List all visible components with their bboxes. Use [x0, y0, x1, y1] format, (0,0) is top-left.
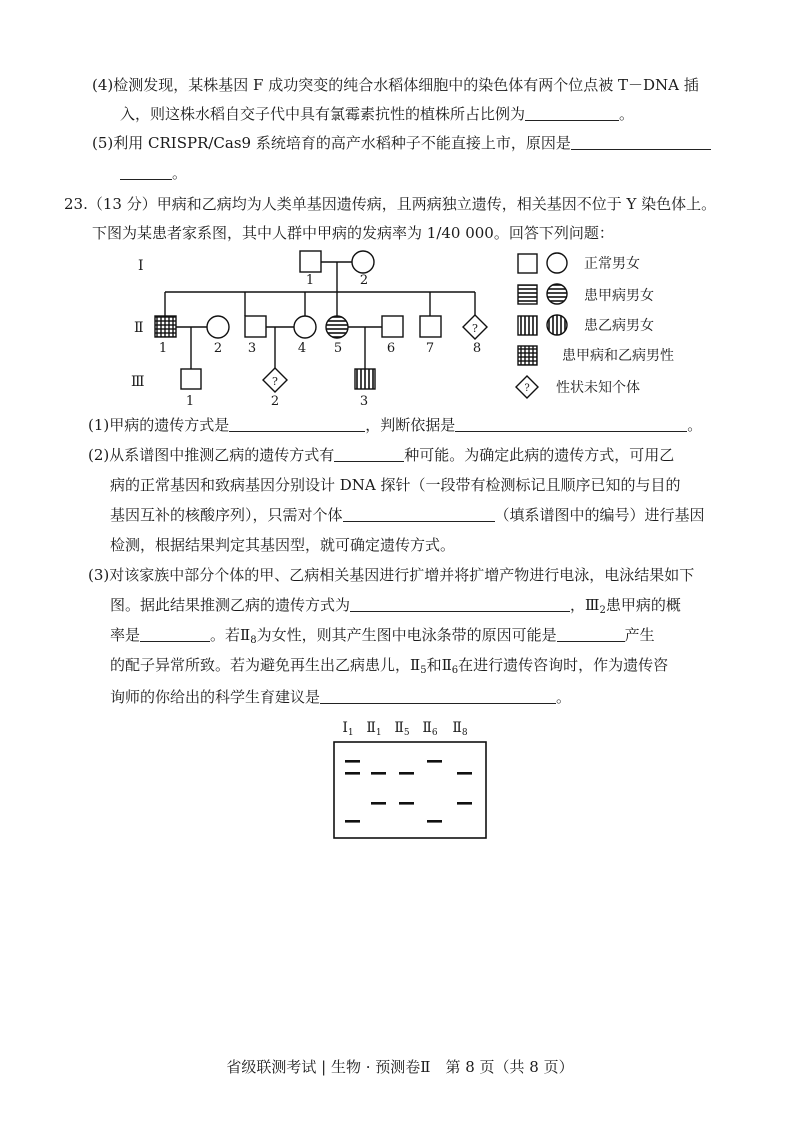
- individual-number: 1: [305, 273, 315, 288]
- pedigree-individual-III3: [355, 369, 375, 389]
- generation-label: Ⅰ: [138, 258, 144, 274]
- legend-symbol: [547, 315, 567, 335]
- legend-label: 患甲病男女: [584, 288, 654, 304]
- gel-band: [345, 760, 360, 763]
- pedigree-individual-II2: [207, 316, 229, 338]
- generation-label: Ⅱ: [134, 320, 144, 336]
- pedigree-individual-II3: [245, 316, 266, 337]
- gel-band: [371, 802, 386, 805]
- electrophoresis-gel: [320, 712, 500, 842]
- gel-band: [345, 772, 360, 775]
- unknown-mark: ?: [272, 375, 278, 388]
- gel-lane-label: $Ⅰ_1$: [342, 720, 354, 738]
- q23-2-line-1: (2)从系谱图中推测乙病的遗传方式有 种可能。为确定此病的遗传方式，可用乙: [88, 446, 675, 464]
- page-footer: 省级联测考试 | 生物 · 预测卷Ⅱ 第 8 页（共 8 页）: [226, 1058, 574, 1076]
- answer-blank[interactable]: [557, 625, 625, 642]
- pedigree-legend: [516, 253, 674, 398]
- answer-blank[interactable]: [571, 133, 711, 150]
- pedigree-individual-I1: [300, 251, 321, 272]
- gel-frame: [334, 742, 486, 838]
- pedigree-individual-II6: [382, 316, 403, 337]
- gel-lane-label: $Ⅱ_5$: [394, 720, 410, 738]
- answer-blank[interactable]: [350, 595, 570, 612]
- q23-3-line-4: 的配子异常所致。若为避免再生出乙病患儿，$Ⅱ_5$和$Ⅱ_6$在进行遗传咨询时，作为遗传咨: [110, 656, 669, 676]
- q23-2-line-4: 检测，根据结果判定其基因型，就可确定遗传方式。: [110, 536, 456, 554]
- individual-number: 2: [359, 273, 369, 288]
- answer-blank[interactable]: [343, 505, 495, 522]
- q23-2-line-3: 基因互补的核酸序列），只需对个体 （填系谱图中的编号）进行基因: [110, 506, 705, 524]
- gel-band: [427, 820, 442, 823]
- legend-label: 性状未知个体: [556, 380, 640, 396]
- gel-band: [457, 802, 472, 805]
- pedigree-individual-II5: [326, 316, 348, 338]
- individual-number: 3: [359, 394, 369, 409]
- individual-number: 2: [213, 341, 223, 356]
- pedigree-individual-I2: [352, 251, 374, 273]
- q23-stem-line-2: 下图为某患者家系图，其中人群中甲病的发病率为 1/40 000。回答下列问题：: [92, 224, 614, 242]
- gel-lane-label: $Ⅱ_8$: [452, 720, 468, 738]
- legend-symbol: [547, 284, 567, 304]
- pedigree-individual-II1: [155, 316, 176, 337]
- gel-band: [371, 772, 386, 775]
- q23-3-line-3: 率是 。若$Ⅱ_8$为女性，则其产生图中电泳条带的原因可能是 产生: [110, 626, 655, 646]
- answer-blank[interactable]: [140, 625, 210, 642]
- legend-label: 患甲病和乙病男性: [562, 348, 674, 364]
- q23-3-line-2: 图。据此结果推测乙病的遗传方式为 ，$Ⅲ_2$患甲病的概: [110, 596, 681, 616]
- answer-blank[interactable]: [120, 163, 172, 180]
- individual-number: 2: [270, 394, 280, 409]
- gel-band: [345, 820, 360, 823]
- individual-number: 1: [185, 394, 195, 409]
- pedigree-individual-III1: [181, 369, 201, 389]
- q23-3-line-5: 询师的你给出的科学生育建议是 。: [110, 688, 572, 706]
- legend-symbol: [518, 316, 537, 335]
- individual-number: 5: [333, 341, 343, 356]
- individual-number: 6: [386, 341, 396, 356]
- q22-4-line-2: 入，则这株水稻自交子代中具有氯霉素抗性的植株所占比例为 。: [120, 105, 635, 123]
- q23-1-line: (1)甲病的遗传方式是 ，判断依据是 。: [88, 416, 703, 434]
- answer-blank[interactable]: [334, 445, 404, 462]
- q23-2-line-2: 病的正常基因和致病基因分别设计 DNA 探针（一段带有检测标记且顺序已知的与目的: [110, 476, 681, 494]
- q23-3-line-1: (3)对该家族中部分个体的甲、乙病相关基因进行扩增并将扩增产物进行电泳，电泳结果如下: [88, 566, 695, 584]
- legend-label: 正常男女: [584, 256, 640, 272]
- gel-lane-label: $Ⅱ_1$: [366, 720, 382, 738]
- individual-number: 8: [472, 341, 482, 356]
- q23-stem-line-1: 23.（13 分）甲病和乙病均为人类单基因遗传病，且两病独立遗传，相关基因不位于 Y 染色体上。: [64, 195, 717, 213]
- q22-4-line-1: (4)检测发现，某株基因 F 成功突变的纯合水稻体细胞中的染色体有两个位点被 T－DNA 插: [92, 76, 699, 94]
- generation-label: Ⅲ: [131, 374, 145, 390]
- gel-band: [399, 772, 414, 775]
- individual-number: 4: [297, 341, 307, 356]
- individual-number: 7: [425, 341, 435, 356]
- legend-symbol: [547, 253, 567, 273]
- legend-label: 患乙病男女: [584, 318, 654, 334]
- gel-band: [399, 802, 414, 805]
- q22-5-line-1: (5)利用 CRISPR/Cas9 系统培育的高产水稻种子不能直接上市，原因是: [92, 132, 711, 154]
- pedigree-individual-II4: [294, 316, 316, 338]
- legend-symbol: [518, 346, 537, 365]
- answer-blank[interactable]: [525, 104, 619, 121]
- answer-blank[interactable]: [229, 415, 365, 432]
- answer-blank[interactable]: [455, 415, 687, 432]
- gel-band: [427, 760, 442, 763]
- individual-number: 1: [158, 341, 168, 356]
- individual-number: 3: [247, 341, 257, 356]
- gel-lane-label: $Ⅱ_6$: [422, 720, 438, 738]
- answer-blank[interactable]: [320, 687, 556, 704]
- unknown-mark: ?: [472, 322, 478, 335]
- pedigree-diagram: [0, 240, 800, 410]
- gel-band: [457, 772, 472, 775]
- legend-symbol: [518, 254, 537, 273]
- legend-symbol: [518, 285, 537, 304]
- q22-5-line-2: 。: [120, 162, 187, 184]
- pedigree-individual-II7: [420, 316, 441, 337]
- unknown-mark: ?: [524, 383, 530, 394]
